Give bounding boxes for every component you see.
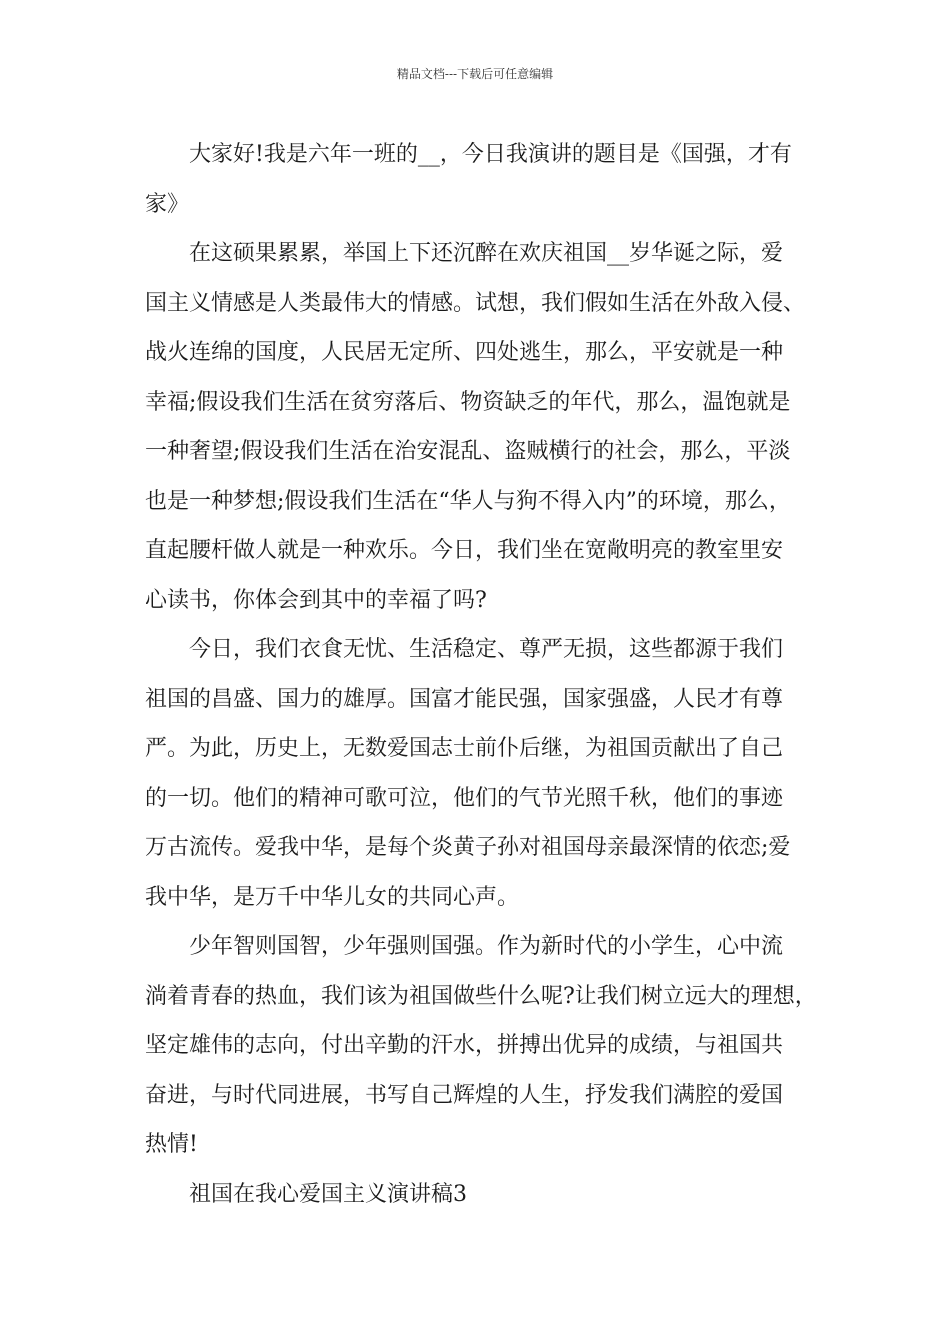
text-line: 我中华，是万千中华儿女的共同心声。 (145, 884, 520, 910)
paragraph-greeting (145, 130, 840, 229)
text-line: 国主义情感是人类最伟大的情感。试想，我们假如生活在外敌入侵、 (145, 290, 806, 316)
paragraph-youth (145, 922, 840, 1170)
paragraph-prosperity (145, 625, 840, 922)
text-line: 少年智则国智，少年强则国强。作为新时代的小学生，心中流 (189, 934, 784, 959)
text-line: 一种奢望;假设我们生活在治安混乱、盗贼横行的社会，那么，平淡 (145, 439, 791, 464)
text-line: 奋进，与时代同进展，书写自己辉煌的人生，抒发我们满腔的爱国 (145, 1082, 784, 1108)
text-line: 战火连绵的国度，人民居无定所、四处逃生，那么，平安就是一种 (145, 340, 784, 365)
text-line: 严。为此，历史上，无数爱国志士前仆后继，为祖国贡献出了自己 (145, 736, 784, 761)
text-line: 热情! (145, 1132, 198, 1157)
text-line: 也是一种梦想;假设我们生活在“华人与狗不得入内”的环境，那么， (145, 488, 791, 514)
text-line: 直起腰杆做人就是一种欢乐。今日，我们坐在宽敞明亮的教室里安 (145, 538, 784, 563)
text-line: 今日，我们衣食无忧、生活稳定、尊严无损，这些都源于我们 (189, 637, 784, 662)
text-line: 幸福;假设我们生活在贫穷落后、物资缺乏的年代，那么，温饱就是 (145, 389, 791, 415)
text-line: 家》 (145, 191, 190, 217)
paragraph-patriotism (145, 229, 840, 625)
text-line: 在这硕果累累，举国上下还沉醉在欢庆祖国__岁华诞之际，爱 (189, 241, 784, 266)
text-line: 祖国的昌盛、国力的雄厚。国富才能民强，国家强盛，人民才有尊 (145, 686, 784, 712)
page-header: 精品文档---下载后可任意编辑 (396, 67, 554, 81)
text-line: 万古流传。爱我中华，是每个炎黄子孙对祖国母亲最深情的依恋;爱 (145, 835, 791, 860)
document-body (145, 130, 840, 1219)
text-line: 大家好!我是六年一班的__，今日我演讲的题目是《国强，才有 (189, 142, 792, 167)
text-line: 心读书，你体会到其中的幸福了吗? (145, 587, 487, 613)
text-line: 淌着青春的热血，我们该为祖国做些什么呢?让我们树立远大的理想， (145, 983, 817, 1009)
text-line: 的一切。他们的精神可歌可泣，他们的气节光照千秋，他们的事迹 (145, 785, 784, 811)
section-title: 祖国在我心爱国主义演讲稿3 (189, 1181, 467, 1207)
text-line: 坚定雄伟的志向，付出辛勤的汗水，拼搏出优异的成绩，与祖国共 (145, 1033, 784, 1058)
